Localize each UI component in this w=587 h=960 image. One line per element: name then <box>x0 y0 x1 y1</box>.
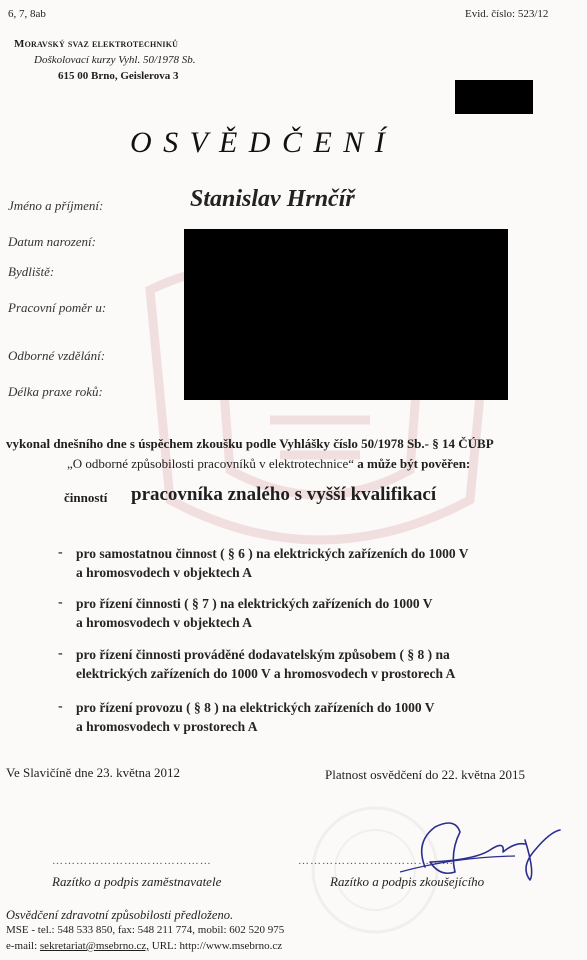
contact-phones: MSE - tel.: 548 533 850, fax: 548 211 774, mobil: 602 520 975 <box>6 924 285 936</box>
bullet-line: pro řízení činnosti ( § 7 ) na elektrických zařízeních do 1000 V <box>76 596 433 611</box>
bullet-item <box>76 698 434 736</box>
org-name: Moravský svaz elektrotechniků <box>14 38 179 50</box>
employer-signature-label: Razítko a podpis zaměstnavatele <box>52 874 222 889</box>
contact-web <box>6 940 282 952</box>
birth-label: Datum narození: <box>8 234 96 249</box>
bullet-line: a hromosvodech v prostorech A <box>76 719 258 734</box>
residence-label: Bydliště: <box>8 264 55 279</box>
bullet-item <box>76 544 469 582</box>
exam-statement-cont <box>67 456 470 472</box>
bullet-line: elektrických zařízeních do 1000 V a hromosvodech v prostorech A <box>76 666 456 681</box>
bullet-line: a hromosvodech v objektech A <box>76 615 253 630</box>
bullet-dash: - <box>58 595 63 610</box>
bullet-dash: - <box>58 545 63 560</box>
exam-statement: vykonal dnešního dne s úspěchem zkoušku podle Vyhlášky číslo 50/1978 Sb.- § 14 ČÚBP <box>6 436 494 451</box>
name-label: Jméno a příjmení: <box>8 198 104 213</box>
org-address: 615 00 Brno, Geislerova 3 <box>58 70 179 82</box>
certificate-title: O S V Ě D Č E N Í <box>130 126 387 159</box>
bullet-line: pro řízení provozu ( § 8 ) na elektrických zařízeních do 1000 V <box>76 700 435 715</box>
bullet-dash: - <box>58 646 63 661</box>
doc-code: 6, 7, 8ab <box>8 8 46 20</box>
evidence-number: Evid. číslo: 523/12 <box>465 8 549 20</box>
bullet-line: pro řízení činnosti prováděné dodavatelským způsobem ( § 8 ) na <box>76 647 450 662</box>
bullet-dash: - <box>58 699 63 714</box>
employer-signature-line: ………………….……………… <box>52 855 212 867</box>
health-note: Osvědčení zdravotní způsobilosti předloženo. <box>6 908 234 922</box>
bullet-line: pro samostatnou činnost ( § 6 ) na elektrických zařízeních do 1000 V <box>76 546 469 561</box>
bullet-item <box>76 645 455 683</box>
bullet-line: a hromosvodech v objektech A <box>76 565 253 580</box>
redaction-photo-area <box>455 80 533 114</box>
examiner-signature-label: Razítko a podpis zkoušejícího <box>330 874 485 889</box>
url-text: URL: http://www.msebrno.cz <box>149 940 283 952</box>
name-value: Stanislav Hrnčíř <box>190 186 355 212</box>
org-subtitle: Doškolovací kurzy Vyhl. 50/1978 Sb. <box>34 54 196 66</box>
employment-label: Pracovní poměr u: <box>8 300 107 315</box>
qualification-title: pracovníka znalého s vyšší kvalifikací <box>131 484 437 505</box>
bullet-item <box>76 594 432 632</box>
email-link[interactable]: sekretariat@msebrno.cz, <box>39 940 149 952</box>
regulation-title: „O odborné způsobilosti pracovníků v elektrotechnice“ <box>67 456 354 471</box>
redaction-personal-details <box>184 229 508 400</box>
practice-label: Délka praxe roků: <box>8 384 103 399</box>
activity-prefix: činností <box>64 490 108 505</box>
place-and-date: Ve Slavičíně dne 23. května 2012 <box>6 765 181 780</box>
validity-date: Platnost osvědčení do 22. května 2015 <box>325 767 526 782</box>
examiner-signature-line: ………………………………… <box>298 855 454 867</box>
may-be-assigned: a může být pověřen: <box>354 456 471 471</box>
education-label: Odborné vzdělání: <box>8 348 106 363</box>
email-prefix: e-mail: <box>6 940 40 952</box>
